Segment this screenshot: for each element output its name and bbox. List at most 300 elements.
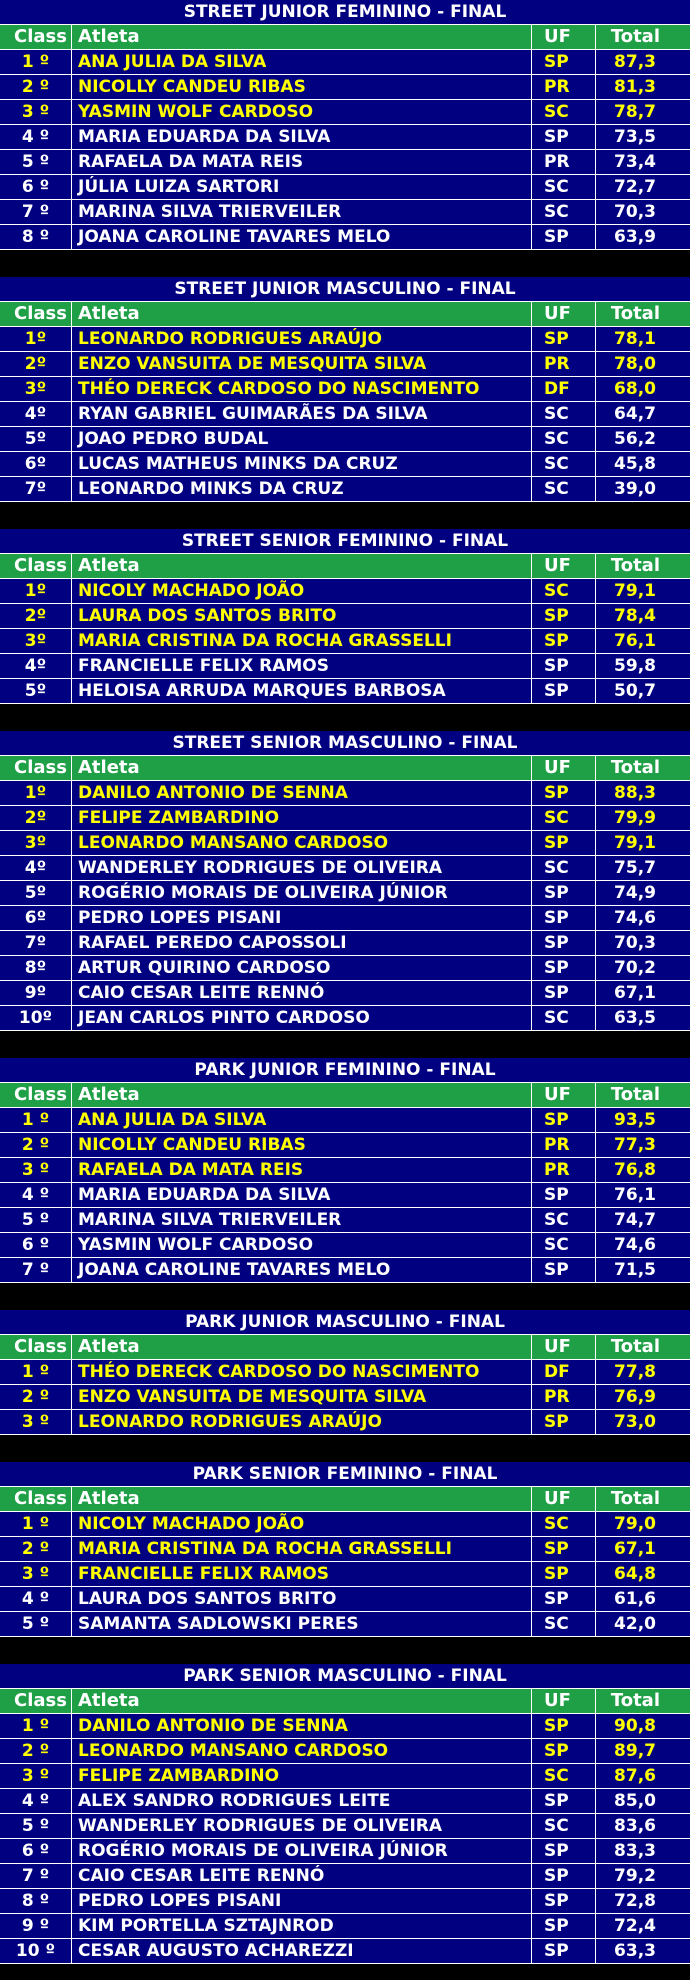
header-athlete: Atleta [72, 1689, 532, 1713]
cell-position: 10º [0, 1006, 72, 1030]
cell-total: 77,8 [614, 1362, 656, 1382]
cell-athlete: MARIA CRISTINA DA ROCHA GRASSELLI [72, 1537, 532, 1561]
header-athlete: Atleta [72, 25, 532, 49]
cell-total: 73,4 [614, 152, 656, 172]
table-row [0, 1939, 690, 1964]
cell-total: 79,0 [614, 1514, 656, 1534]
table-row [0, 1562, 690, 1587]
cell-athlete: LEONARDO MANSANO CARDOSO [72, 1739, 532, 1763]
cell-uf: PR [532, 1385, 596, 1409]
cell-total: 74,6 [614, 1235, 656, 1255]
cell-athlete: NICOLY MACHADO JOÃO [72, 1512, 532, 1536]
cell-total: 67,1 [614, 1539, 656, 1559]
cell-athlete: DANILO ANTONIO DE SENNA [72, 781, 532, 805]
cell-total: 78,7 [614, 102, 656, 122]
table-row [0, 225, 690, 250]
table-row [0, 1108, 690, 1133]
cell-position: 4º [0, 654, 72, 678]
table-row [0, 1764, 690, 1789]
cell-uf: SC [532, 856, 596, 880]
results-section [0, 0, 690, 250]
table-row [0, 1914, 690, 1939]
table-header [0, 25, 690, 50]
cell-total: 59,8 [614, 656, 656, 676]
cell-position: 6º [0, 906, 72, 930]
table-row [0, 75, 690, 100]
cell-position: 3 º [0, 1158, 72, 1182]
cell-position: 9 º [0, 1914, 72, 1938]
cell-position: 2 º [0, 1133, 72, 1157]
cell-uf: SC [532, 1612, 596, 1636]
cell-position: 6º [0, 452, 72, 476]
cell-uf: SP [532, 1739, 596, 1763]
cell-uf: PR [532, 1133, 596, 1157]
table-row [0, 1864, 690, 1889]
cell-position: 6 º [0, 1233, 72, 1257]
cell-athlete: NICOLY MACHADO JOÃO [72, 579, 532, 603]
cell-total: 68,0 [614, 379, 656, 399]
table-row [0, 1006, 690, 1031]
table-row [0, 1258, 690, 1283]
cell-uf: SC [532, 427, 596, 451]
cell-total: 76,1 [614, 1185, 656, 1205]
cell-uf: SC [532, 100, 596, 124]
cell-total: 71,5 [614, 1260, 656, 1280]
cell-uf: SC [532, 806, 596, 830]
table-row [0, 831, 690, 856]
cell-total: 73,0 [614, 1412, 656, 1432]
header-uf: UF [532, 1689, 596, 1713]
table-row [0, 200, 690, 225]
cell-position: 3 º [0, 100, 72, 124]
cell-position: 1 º [0, 1512, 72, 1536]
header-class: Class [0, 302, 72, 326]
cell-uf: SP [532, 1183, 596, 1207]
header-class: Class [0, 554, 72, 578]
table-row [0, 452, 690, 477]
cell-athlete: LEONARDO RODRIGUES ARAÚJO [72, 1410, 532, 1434]
cell-total: 75,7 [614, 858, 656, 878]
cell-position: 1 º [0, 1360, 72, 1384]
header-total: Total [610, 555, 660, 576]
cell-position: 3º [0, 831, 72, 855]
section-title: PARK SENIOR FEMININO - FINAL [0, 1462, 690, 1487]
cell-total: 85,0 [614, 1791, 656, 1811]
cell-uf: SP [532, 881, 596, 905]
cell-athlete: LEONARDO RODRIGUES ARAÚJO [72, 327, 532, 351]
cell-uf: SP [532, 1914, 596, 1938]
cell-position: 5 º [0, 1814, 72, 1838]
results-section [0, 1664, 690, 1964]
cell-athlete: RAFAELA DA MATA REIS [72, 1158, 532, 1182]
cell-uf: DF [532, 377, 596, 401]
cell-total: 63,9 [614, 227, 656, 247]
cell-total: 83,6 [614, 1816, 656, 1836]
table-header [0, 1689, 690, 1714]
cell-total: 45,8 [614, 454, 656, 474]
table-row [0, 327, 690, 352]
cell-athlete: RAFAELA DA MATA REIS [72, 150, 532, 174]
cell-position: 9º [0, 981, 72, 1005]
cell-uf: SC [532, 1233, 596, 1257]
table-row [0, 175, 690, 200]
cell-position: 5º [0, 679, 72, 703]
header-athlete: Atleta [72, 1083, 532, 1107]
cell-position: 8 º [0, 225, 72, 249]
cell-athlete: DANILO ANTONIO DE SENNA [72, 1714, 532, 1738]
cell-athlete: HELOISA ARRUDA MARQUES BARBOSA [72, 679, 532, 703]
cell-athlete: FRANCIELLE FELIX RAMOS [72, 1562, 532, 1586]
cell-athlete: SAMANTA SADLOWSKI PERES [72, 1612, 532, 1636]
cell-total: 73,5 [614, 127, 656, 147]
header-uf: UF [532, 1487, 596, 1511]
section-title: STREET JUNIOR MASCULINO - FINAL [0, 277, 690, 302]
cell-position: 2 º [0, 1537, 72, 1561]
cell-position: 7 º [0, 1258, 72, 1282]
cell-uf: SP [532, 1258, 596, 1282]
cell-total: 42,0 [614, 1614, 656, 1634]
cell-uf: SP [532, 1587, 596, 1611]
header-uf: UF [532, 1335, 596, 1359]
cell-total: 50,7 [614, 681, 656, 701]
section-title: PARK SENIOR MASCULINO - FINAL [0, 1664, 690, 1689]
cell-athlete: PEDRO LOPES PISANI [72, 1889, 532, 1913]
cell-total: 63,3 [614, 1941, 656, 1961]
results-section [0, 1058, 690, 1283]
cell-uf: DF [532, 1360, 596, 1384]
header-uf: UF [532, 756, 596, 780]
cell-uf: PR [532, 352, 596, 376]
table-header [0, 302, 690, 327]
cell-position: 3 º [0, 1562, 72, 1586]
cell-uf: SP [532, 225, 596, 249]
cell-position: 4 º [0, 1183, 72, 1207]
header-class: Class [0, 1487, 72, 1511]
cell-position: 4 º [0, 1587, 72, 1611]
cell-position: 4º [0, 402, 72, 426]
cell-athlete: CAIO CESAR LEITE RENNÓ [72, 1864, 532, 1888]
cell-position: 4º [0, 856, 72, 880]
header-uf: UF [532, 25, 596, 49]
header-uf: UF [532, 1083, 596, 1107]
table-header [0, 1487, 690, 1512]
cell-athlete: CESAR AUGUSTO ACHAREZZI [72, 1939, 532, 1963]
cell-total: 64,8 [614, 1564, 656, 1584]
cell-position: 5 º [0, 1612, 72, 1636]
cell-position: 1 º [0, 1108, 72, 1132]
table-row [0, 1612, 690, 1637]
cell-athlete: JOANA CAROLINE TAVARES MELO [72, 1258, 532, 1282]
cell-total: 89,7 [614, 1741, 656, 1761]
table-row [0, 477, 690, 502]
header-athlete: Atleta [72, 302, 532, 326]
cell-athlete: ENZO VANSUITA DE MESQUITA SILVA [72, 352, 532, 376]
table-row [0, 377, 690, 402]
cell-athlete: LEONARDO MINKS DA CRUZ [72, 477, 532, 501]
cell-total: 76,9 [614, 1387, 656, 1407]
header-athlete: Atleta [72, 554, 532, 578]
cell-total: 63,5 [614, 1008, 656, 1028]
cell-athlete: THÉO DERECK CARDOSO DO NASCIMENTO [72, 1360, 532, 1384]
table-row [0, 1889, 690, 1914]
cell-uf: SC [532, 477, 596, 501]
cell-athlete: LEONARDO MANSANO CARDOSO [72, 831, 532, 855]
cell-total: 76,8 [614, 1160, 656, 1180]
table-row [0, 125, 690, 150]
header-class: Class [0, 25, 72, 49]
table-row [0, 806, 690, 831]
cell-total: 74,9 [614, 883, 656, 903]
cell-uf: SP [532, 1410, 596, 1434]
table-row [0, 1360, 690, 1385]
table-header [0, 1335, 690, 1360]
cell-uf: SP [532, 956, 596, 980]
cell-uf: PR [532, 1158, 596, 1182]
cell-uf: SP [532, 1889, 596, 1913]
cell-position: 7º [0, 477, 72, 501]
cell-total: 70,3 [614, 202, 656, 222]
table-row [0, 402, 690, 427]
table-row [0, 1158, 690, 1183]
cell-uf: SP [532, 1789, 596, 1813]
results-section [0, 277, 690, 502]
table-header [0, 1083, 690, 1108]
cell-total: 67,1 [614, 983, 656, 1003]
cell-total: 87,6 [614, 1766, 656, 1786]
cell-uf: SP [532, 654, 596, 678]
cell-total: 87,3 [614, 52, 656, 72]
cell-position: 10 º [0, 1939, 72, 1963]
cell-position: 4 º [0, 125, 72, 149]
cell-uf: SC [532, 200, 596, 224]
table-row [0, 1183, 690, 1208]
cell-athlete: MARINA SILVA TRIERVEILER [72, 1208, 532, 1232]
cell-position: 6 º [0, 175, 72, 199]
header-athlete: Atleta [72, 1335, 532, 1359]
results-section [0, 1310, 690, 1435]
cell-total: 78,0 [614, 354, 656, 374]
header-total: Total [610, 303, 660, 324]
cell-uf: SP [532, 604, 596, 628]
cell-total: 70,3 [614, 933, 656, 953]
cell-position: 1º [0, 327, 72, 351]
cell-athlete: ENZO VANSUITA DE MESQUITA SILVA [72, 1385, 532, 1409]
cell-position: 5º [0, 881, 72, 905]
cell-athlete: LAURA DOS SANTOS BRITO [72, 604, 532, 628]
cell-athlete: MARIA CRISTINA DA ROCHA GRASSELLI [72, 629, 532, 653]
cell-total: 81,3 [614, 77, 656, 97]
cell-total: 70,2 [614, 958, 656, 978]
cell-position: 3 º [0, 1410, 72, 1434]
table-row [0, 352, 690, 377]
table-row [0, 1233, 690, 1258]
cell-athlete: LAURA DOS SANTOS BRITO [72, 1587, 532, 1611]
table-row [0, 1410, 690, 1435]
cell-total: 77,3 [614, 1135, 656, 1155]
cell-athlete: CAIO CESAR LEITE RENNÓ [72, 981, 532, 1005]
cell-athlete: FRANCIELLE FELIX RAMOS [72, 654, 532, 678]
cell-athlete: PEDRO LOPES PISANI [72, 906, 532, 930]
cell-uf: SP [532, 781, 596, 805]
table-row [0, 50, 690, 75]
cell-uf: SC [532, 175, 596, 199]
cell-uf: PR [532, 75, 596, 99]
header-athlete: Atleta [72, 1487, 532, 1511]
cell-athlete: ROGÉRIO MORAIS DE OLIVEIRA JÚNIOR [72, 881, 532, 905]
section-spacer [0, 502, 690, 529]
cell-total: 72,7 [614, 177, 656, 197]
table-row [0, 1385, 690, 1410]
cell-athlete: LUCAS MATHEUS MINKS DA CRUZ [72, 452, 532, 476]
table-header [0, 756, 690, 781]
cell-athlete: ROGÉRIO MORAIS DE OLIVEIRA JÚNIOR [72, 1839, 532, 1863]
cell-athlete: KIM PORTELLA SZTAJNROD [72, 1914, 532, 1938]
table-row [0, 150, 690, 175]
cell-athlete: MARINA SILVA TRIERVEILER [72, 200, 532, 224]
cell-total: 72,4 [614, 1916, 656, 1936]
cell-uf: SP [532, 831, 596, 855]
header-total: Total [610, 1336, 660, 1357]
cell-uf: SP [532, 125, 596, 149]
cell-total: 39,0 [614, 479, 656, 499]
cell-athlete: NICOLLY CANDEU RIBAS [72, 1133, 532, 1157]
cell-position: 7 º [0, 200, 72, 224]
table-row [0, 856, 690, 881]
cell-uf: SP [532, 629, 596, 653]
cell-athlete: WANDERLEY RODRIGUES DE OLIVEIRA [72, 856, 532, 880]
header-class: Class [0, 1083, 72, 1107]
table-row [0, 1208, 690, 1233]
section-spacer [0, 1435, 690, 1462]
header-total: Total [610, 757, 660, 778]
table-row [0, 629, 690, 654]
cell-uf: SC [532, 1006, 596, 1030]
cell-position: 3 º [0, 1764, 72, 1788]
cell-athlete: JOAO PEDRO BUDAL [72, 427, 532, 451]
cell-position: 2º [0, 604, 72, 628]
table-row [0, 981, 690, 1006]
table-row [0, 604, 690, 629]
cell-position: 7 º [0, 1864, 72, 1888]
cell-athlete: ALEX SANDRO RODRIGUES LEITE [72, 1789, 532, 1813]
cell-position: 2 º [0, 1385, 72, 1409]
cell-uf: SC [532, 579, 596, 603]
results-section [0, 731, 690, 1031]
table-row [0, 781, 690, 806]
cell-position: 4 º [0, 1789, 72, 1813]
cell-position: 8º [0, 956, 72, 980]
cell-athlete: MARIA EDUARDA DA SILVA [72, 1183, 532, 1207]
cell-athlete: FELIPE ZAMBARDINO [72, 806, 532, 830]
cell-total: 88,3 [614, 783, 656, 803]
cell-uf: SP [532, 1864, 596, 1888]
cell-total: 90,8 [614, 1716, 656, 1736]
cell-uf: SP [532, 1108, 596, 1132]
cell-athlete: RYAN GABRIEL GUIMARÃES DA SILVA [72, 402, 532, 426]
section-spacer [0, 1283, 690, 1310]
header-uf: UF [532, 302, 596, 326]
table-row [0, 1537, 690, 1562]
cell-position: 1 º [0, 1714, 72, 1738]
section-title: STREET SENIOR MASCULINO - FINAL [0, 731, 690, 756]
table-row [0, 1814, 690, 1839]
cell-total: 56,2 [614, 429, 656, 449]
table-row [0, 1789, 690, 1814]
table-row [0, 931, 690, 956]
cell-position: 3º [0, 377, 72, 401]
header-class: Class [0, 1335, 72, 1359]
cell-total: 79,1 [614, 581, 656, 601]
cell-position: 3º [0, 629, 72, 653]
table-row [0, 1133, 690, 1158]
cell-total: 74,7 [614, 1210, 656, 1230]
cell-total: 93,5 [614, 1110, 656, 1130]
cell-athlete: WANDERLEY RODRIGUES DE OLIVEIRA [72, 1814, 532, 1838]
table-row [0, 1739, 690, 1764]
header-class: Class [0, 756, 72, 780]
cell-uf: SC [532, 1814, 596, 1838]
cell-position: 7º [0, 931, 72, 955]
cell-uf: SP [532, 931, 596, 955]
cell-uf: SP [532, 1839, 596, 1863]
table-row [0, 956, 690, 981]
cell-total: 76,1 [614, 631, 656, 651]
cell-position: 2º [0, 352, 72, 376]
cell-total: 79,1 [614, 833, 656, 853]
header-athlete: Atleta [72, 756, 532, 780]
table-row [0, 1587, 690, 1612]
cell-uf: SP [532, 1562, 596, 1586]
cell-total: 78,4 [614, 606, 656, 626]
header-total: Total [610, 1690, 660, 1711]
table-header [0, 554, 690, 579]
cell-athlete: ANA JULIA DA SILVA [72, 1108, 532, 1132]
cell-athlete: NICOLLY CANDEU RIBAS [72, 75, 532, 99]
table-row [0, 906, 690, 931]
cell-position: 1º [0, 579, 72, 603]
section-title: STREET SENIOR FEMININO - FINAL [0, 529, 690, 554]
cell-uf: SP [532, 327, 596, 351]
cell-uf: SP [532, 1939, 596, 1963]
section-title: PARK JUNIOR MASCULINO - FINAL [0, 1310, 690, 1335]
cell-position: 8 º [0, 1889, 72, 1913]
table-row [0, 1512, 690, 1537]
header-uf: UF [532, 554, 596, 578]
cell-uf: SP [532, 1714, 596, 1738]
cell-uf: SP [532, 679, 596, 703]
cell-position: 2 º [0, 1739, 72, 1763]
section-title: STREET JUNIOR FEMININO - FINAL [0, 0, 690, 25]
cell-uf: SC [532, 1512, 596, 1536]
cell-position: 5º [0, 427, 72, 451]
section-spacer [0, 1031, 690, 1058]
cell-total: 79,2 [614, 1866, 656, 1886]
cell-uf: SP [532, 50, 596, 74]
header-class: Class [0, 1689, 72, 1713]
section-spacer [0, 250, 690, 277]
cell-athlete: MARIA EDUARDA DA SILVA [72, 125, 532, 149]
cell-uf: SC [532, 1208, 596, 1232]
cell-total: 64,7 [614, 404, 656, 424]
cell-uf: SP [532, 1537, 596, 1561]
cell-athlete: THÉO DERECK CARDOSO DO NASCIMENTO [72, 377, 532, 401]
cell-athlete: JOANA CAROLINE TAVARES MELO [72, 225, 532, 249]
section-title: PARK JUNIOR FEMININO - FINAL [0, 1058, 690, 1083]
cell-position: 1 º [0, 50, 72, 74]
cell-position: 5 º [0, 1208, 72, 1232]
cell-position: 6 º [0, 1839, 72, 1863]
table-row [0, 100, 690, 125]
